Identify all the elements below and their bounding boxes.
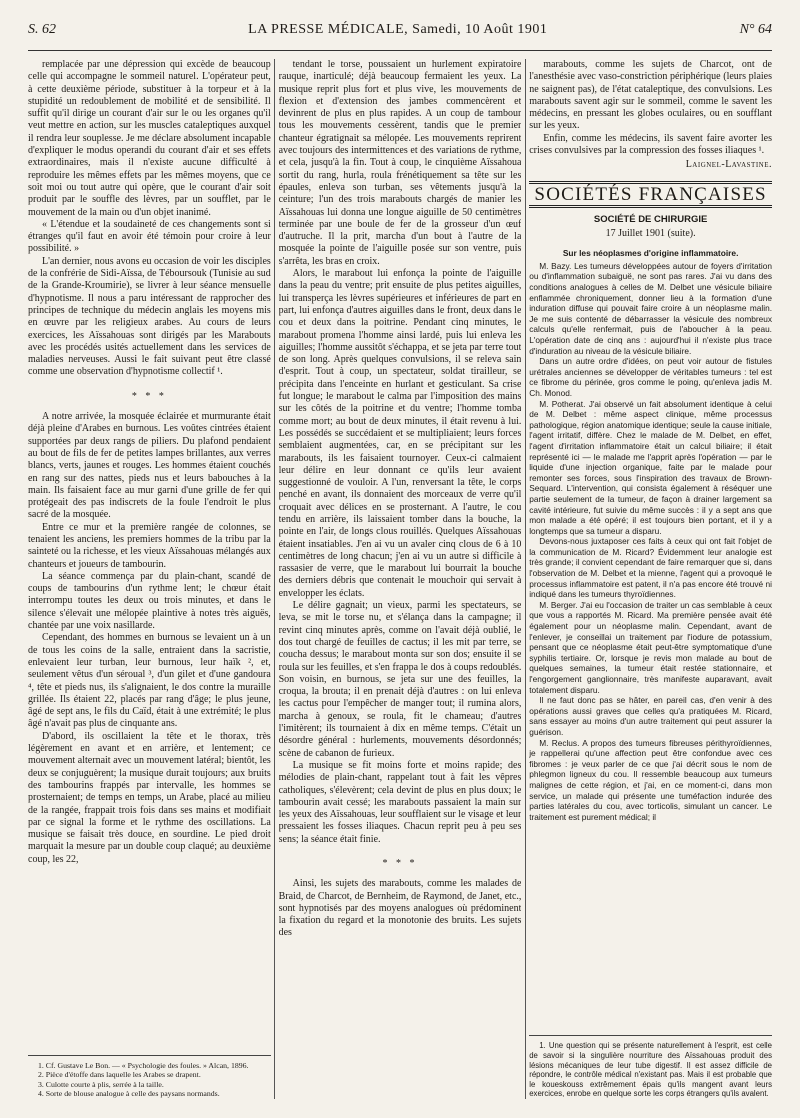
paragraph: Cependant, des hommes en burnous se levaient un à un de tous les coins de la salle, entraient dans la sacristie, enlevaient leur turban, leur burnous, leur haïk ², et, seulement vêtus d'un séroual ³, d'un gilet et d'une gandoura ⁴, tête et pieds nus, ils s'alignaient, le dos contre la muraille grillée. Ils étaient 22, placés par rang d'âge; le plus jeune, âgé de sept ans, le fils du Caïd, était à une extrémité; le plus âgé n'avait pas plus de cinquante ans. [28,632,271,730]
session-date: 17 Juillet 1901 (suite). [605,228,696,240]
paragraph: Entre ce mur et la première rangée de colonnes, se tenaient les anciens, les premiers hommes de la tribu par la sainteté ou la richesse, et les vieux Aïssahouas mélangés aux chanteurs et joueurs de tambourin. [28,521,271,570]
paragraph: A notre arrivée, la mosquée éclairée et murmurante était déjà pleine d'Arabes en burnous. Les voûtes cintrées étaient supportées par deux rangs de piliers. Du plafond pendaient au bout de fils de fer de petites lampes brillantes, aux verres blancs, verts, jaunes et rouges. Les hommes étaient couchés en rang sur des nattes, pieds nus et leurs babouches à la main. Ils faisaient face au mur garni d'une grille de fer qui protégeait des pas indiscrets de la foule l'endroit le plus sacré de la mosquée. [28,411,271,521]
paragraph: tendant le torse, poussaient un hurlement expiratoire rauque, inarticulé; déjà beaucoup fermaient les yeux. La musique reprit plus fort et plus vive, les mouvements de flexion et d'extension des jambes commencèrent et devinrent de plus en plus rapides. A un coup de tambour tous les mouvements cessèrent, tandis que le premier chanteur égratignait sa mélopée. Les mouvements reprirent avec toujours des intermittences et des variations de rythme, et cela, jusqu'à la fin. Tout à coup, le cinquième Aïssahoua sortit du rang, hurla, roula frénétiquement sa tête sur les épaules, enleva son turban, ses vêtements jusqu'à la ceinture; l'un des trois marabouts chargés de manier les Aïssahouas lui donna une longue aiguille de 50 centimètres terminée par une boule de fer de la grosseur d'un œuf d'autruche. Il la prit, marcha d'un bout à l'autre de la mosquée la pointe de l'aiguille posée sur son ventre, puis s'arrêta, les bras en croix. [278,59,522,267]
journal-masthead: LA PRESSE MÉDICALE, Samedi, 10 Août 1901 [248,22,548,37]
footnote: 1. Une question qui se présente naturellement à l'esprit, est celle de savoir si la singulière nourriture des Aïssahouas produit des lésions mécaniques de leur tube digestif. Il est assez difficile de répondre, le contrôle médical n'existant pas. Mais il est probable que le koueskouss extrêmement épais qu'ils mangent avant leurs exercices, enrobe en quelque sorte les corps étrangers qu'ils avalent. [529,1041,772,1099]
report-paragraph: M. Berger. J'ai eu l'occasion de traiter un cas semblable à ceux que vous a rapportés M. Ricard. Ma première pensée avait été également pour un néoplasme malin. Cependant, avant de l'enlever, je conseillai un traitement par l'iodure de potassium, pensant que ce néoplasme était peut-être symptomatique d'une syphilis tertiaire. Or, lorsque je revis mon malade au bout de quelques semaines, la tumeur était restée stationnaire, et l'engorgement ganglionnaire, très manifeste auparavant, avait totalement disparu. [529,599,772,695]
column-right [529,59,772,1099]
footnote: 3. Culotte courte à plis, serrée à la taille. [38,1079,164,1089]
paragraph: « L'étendue et la soudaineté de ces changements sont si étranges qu'il faut en avoir été témoin pour croire à leur possibilité. » [28,218,271,255]
footnote: 1. Cf. Gustave Le Bon. — « Psychologie des foules. » Alcan, 1896. [38,1060,249,1070]
author-signature: Laignel-Lavastine. [685,159,772,171]
report-paragraph: M. Potherat. J'ai observé un fait absolument identique à celui de M. Delbet : même aspect clinique, même processus pathologique, région anatomique identique; seule la cause initiale, l'agent irritatif, diffère. Chez le malade de M. Delbet, en effet, l'agent d'irritation inflammatoire était un calcul biliaire; il était représenté ici — le malade me l'apprit après l'opération — par le liquide d'une injection organique, faite par le malade pour remonter ses forces, sous l'inspiration des travaux de Brown-Sequard. L'intervention, qui consista également à réséquer une partie seulement de la tumeur, de façon à drainer largement sa cavité intérieure, fut suivie du même succès : il y a sept ans que mon malade a été opéré; il est toujours bien portant, et il y a longtemps que sa tumeur a disparu. [529,398,772,536]
society-name: SOCIÉTÉ DE CHIRURGIE [593,213,708,225]
paragraph: La séance commença par du plain-chant, scandé de coups de tambourins d'un rythme lent; le chœur était interrompu toutes les deux ou trois minutes, et dans le silence s'élevait une mélopée plaintive à notes très aiguës, chantée par une voix nasillarde. [28,570,271,632]
report-paragraph: Dans un autre ordre d'idées, on peut voir autour de fistules urétrales anciennes se développer de véritables tumeurs : tel est ce fibrome du périnée, gros comme le poing, qu'enleva jadis M. Ch. Monod. [529,356,772,398]
column-left [28,59,271,1099]
report-paragraph: M. Reclus. A propos des tumeurs fibreuses périthyroïdiennes, je rappellerai qu'une affection peut être confondue avec ces fibromes : je veux parler de ce que j'ai décrit sous le nom de phlegmon ligneux du cou. Il ressemble beaucoup aux tumeurs malignes de cette région, et j'ai, en ce moment-ci, dans mon service, un malade qui présente une tuméfaction indurée des parties latérales du cou, avec torticolis, simulant un cancer. Le traitement est purement médical; il [529,737,772,822]
report-subheading: Sur les néoplasmes d'origine inflammatoire. [562,247,739,258]
page-header [28,0,772,51]
paragraph: marabouts, comme les sujets de Charcot, ont de l'anesthésie avec vaso-constriction périphérique (leurs plaies ne saignent pas), de l'état cataleptique, des convulsions. Les marabouts savent agir sur le sommeil, comme le savent les médecins, en pressant les globes oculaires, ou en soufflant sur les yeux. [529,59,772,132]
section-title: SOCIÉTÉS FRANÇAISES [529,181,772,208]
paragraph: Ainsi, les sujets des marabouts, comme les malades de Braid, de Charcot, de Bernheim, de Raymond, de Janet, etc., sont hypnotisés par des moyens analogues où prédominent la fixation du regard et la monotonie des bruits. Les sujets des [278,878,522,939]
issue-date: Samedi, 10 Août 1901 [412,22,548,37]
footnote: 4. Sorte de blouse analogue à celle des paysans normands. [38,1089,220,1099]
article-columns [28,59,772,1099]
section-separator-stars: * * * [131,390,167,402]
paragraph: remplacée par une dépression qui excède de beaucoup celle qui accompagne le sommeil naturel. L'opérateur peut, à cette deuxième période, substituer à la torpeur et à la stupidité un redoublement de mobilité et de sensibilité. Il suffit qu'il dirige un courant d'air sur le ou les organes qu'il veut mettre en action, sur les muscles cataleptiques auxquel il rendra leur souplesse. Je me déclare absolument incapable d'expliquer le modus operandi du courant d'air et ses effets extraordinaires, mais il n'existe aucune difficulté à reproduire les mêmes effets par les mêmes moyens, que ce soit moi ou tout autre qui opère, que le courant d'air soit produit par le souffle des lèvres, par un soufflet, par le mouvement de la main ou d'un objet inanimé. [28,59,271,218]
report-paragraph: M. Bazy. Les tumeurs développées autour de foyers d'irritation ou d'inflammation subaiguë, ne sont pas rares. J'ai vu dans des conditions analogues à celles de M. Delbet une vésicule biliaire enflammée chroniquement, donner lieu à la formation d'une induration diffuse qui pouvait faire croire à un néoplasme malin. Je me suis contenté de débarrasser la vésicule des nombreux calculs qu'elle renfermait, puis de l'aboucher à la peau. L'opération date de cinq ans : aujourd'hui il n'existe plus trace d'induration au niveau de la vésicule biliaire. [529,260,772,356]
column-middle [279,59,522,1099]
report-paragraph: Il ne faut donc pas se hâter, en pareil cas, d'en venir à des opérations aussi graves que celles qu'a pratiquées M. Ricard, sans essayer au moins d'un autre traitement qui peut assurer la guérison. [529,695,772,737]
column-rule [271,59,279,1099]
section-separator-stars: * * * [382,858,418,869]
page-number: S. 62 [28,22,56,37]
society-report [529,261,772,822]
paragraph: D'abord, ils oscillaient la tête et le thorax, très légèrement en avant et en arrière, et lentement; ce mouvement alternait avec un mouvement latéral; bientôt, les deux se conjuguèrent; la musique durait toujours; aux bruits des tambourins frappés par intervalle, les hommes se prosternaient; de temps en temps, un Arabe, placé au milieu de la rangée, frappait trois fois dans ses mains et modifiait par ce signal la forme et le rythme des oscillations. La musique se faisait très douce, en sourdine. Le pied droit marquait la mesure par un double coup claqué; au deuxième coup, les 22, [28,730,271,865]
footnotes-left [28,1055,271,1099]
paragraph: Le délire gagnait; un vieux, parmi les spectateurs, se leva, se mit le torse nu, et s'élança dans la campagne; il revint cinq minutes après, comme on l'avait déjà oublié, le dos tout chargé de feuilles de cactus; il les mit par terre, se coucha dessus; le marabout monta sur son dos; ensuite il se roula sur les feuilles, et s'en frappa le dos à coups redoublés. Son voisin, en burnous, se jeta sur une des feuilles, la croqua, la brouta; il en prenait déjà d'autres : on lui enleva les cactus pour l'empêcher de manger tout; il rumina alors, marcha à genoux, se roula, fit le chameau; d'autres l'imitèrent; ils tournaient à dix en même temps. C'était un désordre général : hurlements, mouvements désordonnés; scène de cabanon de furieux. [278,600,522,759]
paragraph: Enfin, comme les médecins, ils savent faire avorter les crises convulsives par la compression des fosses iliaques ¹. [529,132,772,157]
column-rule [521,59,529,1099]
column-left-body [28,59,271,866]
footnotes-right [529,1035,772,1099]
footnote: 2. Pièce d'étoffe dans laquelle les Arabes se drapent. [38,1070,201,1080]
paragraph: Alors, le marabout lui enfonça la pointe de l'aiguille dans la peau du ventre; prit ensuite de plus petites aiguilles, lui transperça les lèvres supérieures et inférieures de part en part, lui enfonça d'autres aiguilles dans le front, deux dans le cou et deux dans la poitrine. Pendant cinq minutes, le marabout promena l'homme ainsi lardé, puis lui enleva les aiguilles; l'homme aussitôt s'échappa, et se jeta par terre tout de son long. Après quelques convulsions, il se releva sain d'esprit. Tout à coup, un spectateur, soldat tirailleur, se précipita dans l'enceinte en hurlant et gesticulant. Sa crise fut longue; le marabout le calma par l'imposition des mains sur les côtés de la poitrine et du ventre; l'homme tomba comme mort; au bout de deux minutes, il était revenu à lui. Les possédés se succédaient et se multipliaient; leurs forces semblaient augmentées, car, en se précipitant sur les marabouts, ils les faisaient tournoyer. Ceux-ci calmaient leur délire en leur donnant ce qu'ils leur avaient suggestionné de vouloir. A l'un, renversant la tête, le corps penché en avant, ils donnaient des morceaux de verre qu'il croquait avec délices en se prosternant. A l'autre, le cou tendu en arrière, ils laissaient tomber dans la bouche, la pointe en l'air, de longs clous rouillés. Quelques Aïssahouas étaient insatiables. J'en ai vu un avaler cinq clous de 6 à 10 centimètres de long chacun; j'en ai vu un autre si difficile à rassasier de verre, que le marabout lui bourrait la bouche des derniers débris que contenait le mouchoir qui servait à envelopper les éclats. [278,268,522,599]
journal-title: LA PRESSE MÉDICALE [248,22,405,37]
report-paragraph: Devons-nous juxtaposer ces faits à ceux qui ont fait l'objet de la communication de M. Ricard? Évidemment leur analogie est très grande; il convient cependant de faire remarquer que si, dans l'observation de M. Delbet et la mienne, l'agent qui a provoqué le processus inflammatoire est patent, il n'a pas encore été trouvé ni indiqué dans les tumeurs thyroïdiennes. [529,536,772,600]
paragraph: L'an dernier, nous avons eu occasion de voir les disciples de la confrérie de Sidi-Aïssa, de Téboursouk (Tunisie au sud de la Grande-Kroumirie), se livrer à leur séance mensuelle d'hypnotisme. Il nous a paru intéressant de rapprocher des principes de technique du médecin anglais les moyens mis en œuvre par les religieux arabes. Au cours de leurs exercices, les Aïssahouas sont dirigés par les Marabouts avec les procédés usités actuellement dans les services de maladies nerveuses. Aussi le fait suivant peut être classé comme une observation d'hypnotisme collectif ¹. [28,255,271,378]
paragraph: La musique se fit moins forte et moins rapide; des mélodies de plain-chant, rappelant tout à fait les vêpres catholiques, s'élevèrent; cela devint de plus en plus doux; le tambourin avait cessé; les marabouts passaient la main sur les yeux des Aïssahouas, leur soufflaient sur le visage et leur pressaient les fosses iliaques. Chacun reprit peu à peu ses sens; la séance était finie. [278,759,522,845]
issue-number: N° 64 [739,22,772,37]
